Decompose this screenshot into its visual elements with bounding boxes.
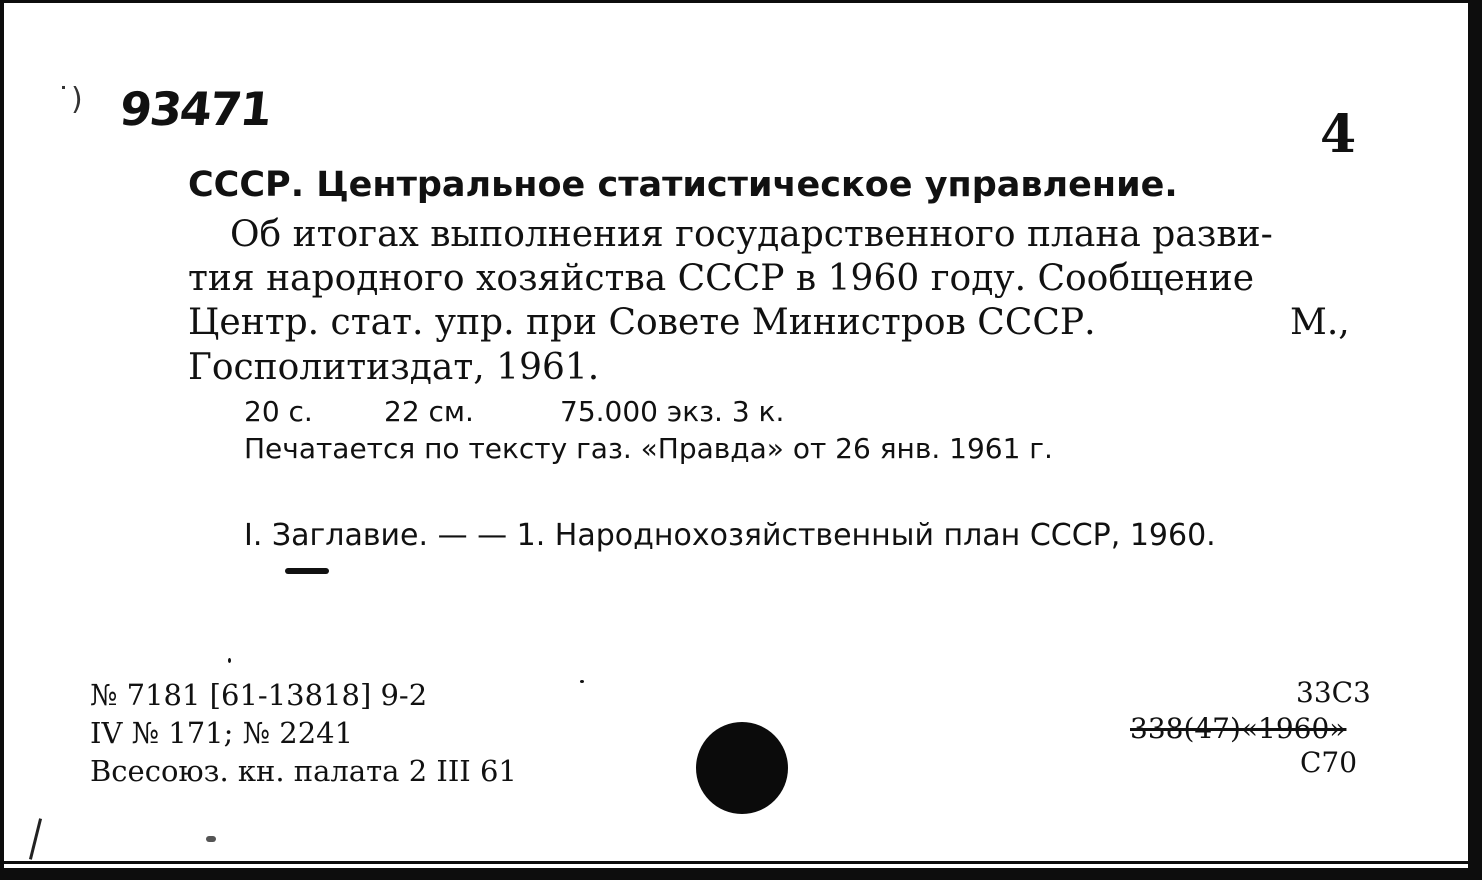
handwritten-accession-number: 93471	[117, 82, 273, 136]
card-border-bottom	[0, 868, 1482, 880]
card-border-left	[0, 0, 4, 880]
classification-code-3: С70	[1300, 746, 1358, 779]
ink-speck	[580, 680, 584, 683]
title-line-4: Госполитиздат, 1961.	[188, 347, 600, 388]
card-border-bottom-line	[0, 861, 1482, 864]
pencil-underline-mark	[285, 568, 329, 574]
pencil-stroke	[29, 818, 42, 859]
print-source-note: Печатается по тексту газ. «Правда» от 26 янв. 1961 г.	[244, 432, 1053, 465]
tracing-line: I. Заглавие. — — 1. Народнохозяйственный план СССР, 1960.	[244, 518, 1216, 553]
dimensions: 22 см.	[384, 395, 474, 428]
corporate-author-heading: СССР. Центральное статистическое управление.	[188, 165, 1178, 205]
ink-speck	[206, 836, 216, 842]
title-line-1: Об итогах выполнения государственного плана разви-	[230, 214, 1273, 255]
footer-left-line-3: Всесоюз. кн. палата 2 III 61	[90, 754, 517, 788]
title-line-2: тия народного хозяйства СССР в 1960 году. Сообщение	[188, 258, 1255, 299]
card-border-top	[0, 0, 1482, 3]
pencil-mark: ˙)	[56, 82, 83, 117]
print-run-price: 75.000 экз. 3 к.	[560, 395, 785, 428]
publisher-place: М.,	[1290, 302, 1350, 343]
card-border-right	[1468, 0, 1482, 880]
title-line-3: Центр. стат. упр. при Совете Министров СССР.	[188, 302, 1096, 343]
footer-left-line-2: IV № 171; № 2241	[90, 716, 354, 750]
ink-speck	[228, 658, 231, 663]
classification-code-1: 33С3	[1296, 676, 1371, 709]
punch-hole	[696, 722, 788, 814]
card-number: 4	[1320, 104, 1357, 165]
pagination: 20 с.	[244, 395, 313, 428]
classification-code-2-struck: 338(47)«1960»	[1130, 712, 1347, 745]
footer-left-line-1: № 7181 [61-13818] 9-2	[90, 678, 428, 712]
